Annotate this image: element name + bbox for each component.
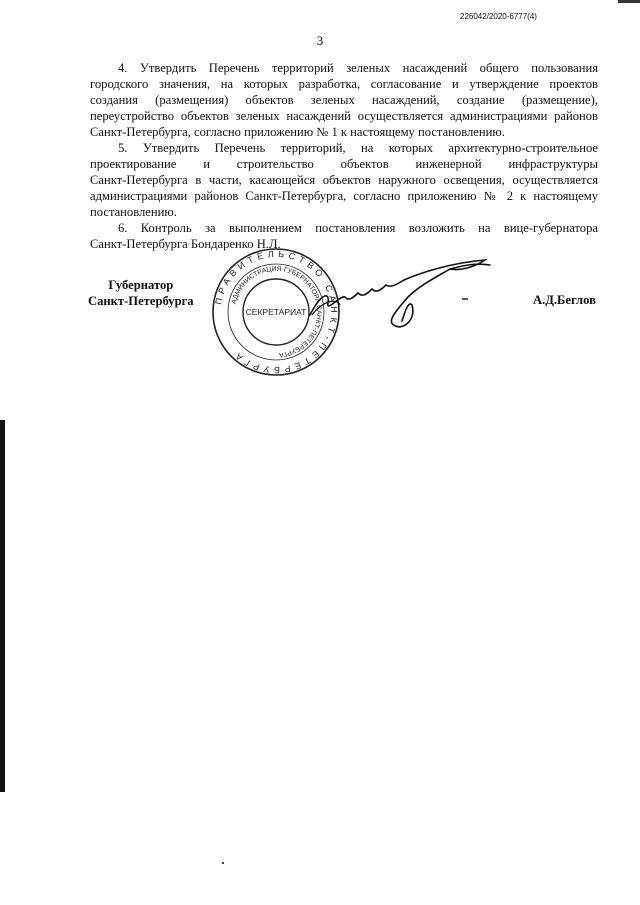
paragraph-4-line: Санкт-Петербурга, согласно приложению № 1 к настоящему постановлению. [90,125,505,139]
document-number: 226042/2020-6777(4) [460,12,537,21]
paragraph-4-line: городского значения, на которых разработка, согласование и утверждение проектов [90,77,598,91]
position-line-1: Губернатор [108,278,174,292]
paragraph-6-line: 6. Контроль за выполнением постановления возложить на вице-губернатора [118,221,598,235]
paragraph-5-line: администрациями районов Санкт-Петербурга, согласно приложению № 2 к настоящему [90,189,598,203]
paragraph-5-line: Санкт-Петербурга в части, касающейся объектов наружного освещения, осуществляется [90,173,598,187]
scan-speck [222,862,224,864]
stamp-outer-text: ПРАВИТЕЛЬСТВО САНКТ-ПЕТЕРБУРГА [213,248,340,376]
scan-edge-artifact [0,420,5,792]
position-line-2: Санкт-Петербурга [88,294,194,308]
stamp-inner-text: АДМИНИСТРАЦИЯ ГУБЕРНАТОРА САНКТ-ПЕТЕРБУРГА [230,265,323,358]
page-number: 3 [316,33,324,48]
paragraph-5-line: постановлению. [90,205,177,219]
handwritten-signature [300,255,510,345]
paragraph-6-line: Санкт-Петербурга Бондаренко Н.Л. [90,237,281,251]
signatory-position [88,277,194,309]
paragraph-4-line: создания (размещения) объектов зеленых насаждений, создание (размещение), [90,93,598,107]
scan-artifact [618,0,640,3]
paragraph-5-line: проектирование и строительство объектов инженерной инфраструктуры [90,157,598,171]
paragraph-4-line: 4. Утвердить Перечень территорий зеленых насаждений общего пользования [118,61,598,75]
signatory-name: А.Д.Беглов [533,293,596,307]
stamp-center-text: СЕКРЕТАРИАТ [245,307,307,317]
paragraph-4-line: переустройство объектов зеленых насаждений осуществляется администрациями районов [90,109,598,123]
paragraph-5-line: 5. Утвердить Перечень территорий, на которых архитектурно-строительное [118,141,598,155]
